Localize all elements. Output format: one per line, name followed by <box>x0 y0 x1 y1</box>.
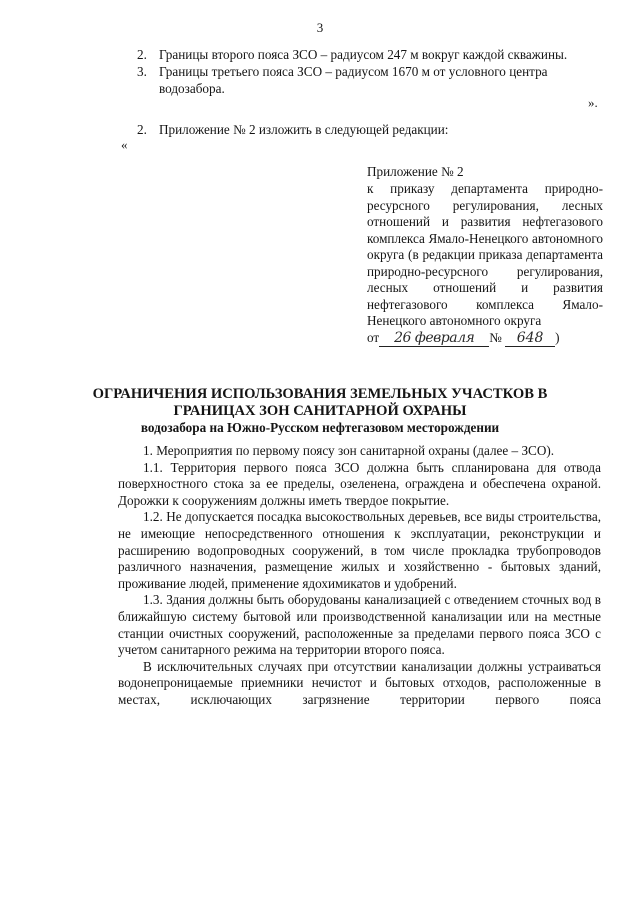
list-item-text: водозабора. <box>159 81 225 96</box>
appendix-reference: к приказу департамента природно-ресурсного регулирования, лесных отношений и развития нефтегазового комплекса Ямало-Ненецкого автономного округа (в редакции приказа департамента природно-ресурсного регулирования, лесных отношений и развития нефтегазового комплекса Ямало-Ненецкого автономного округа <box>367 181 603 328</box>
paragraph: 1.3. Здания должны быть оборудованы канализацией с отведением сточных вод в ближайшую систему бытовой или производственной канализации или на местные станции очистных сооружений, расположенные за пределами первого пояса ЗСО с учетом санитарного режима на территории второго пояса. <box>118 592 601 658</box>
amendment-line <box>137 121 448 138</box>
appendix-signature-line <box>367 330 559 347</box>
from-label: от <box>367 330 380 345</box>
document-title-line-2: ГРАНИЦАХ ЗОН САНИТАРНОЙ ОХРАНЫ <box>173 403 467 419</box>
paragraph: 1.2. Не допускается посадка высокоствольных деревьев, все виды строительства, не имеющие непосредственного отношения к эксплуатации, реконструкции и расширению водопроводных сооружений, в том числе прокладка трубопроводов различного назначения, размещение жилых и хозяйственно - бытовых зданий, проживание людей, применение ядохимикатов и удобрений. <box>118 509 601 591</box>
list-item-continuation <box>159 80 225 97</box>
opening-quote: « <box>121 137 128 152</box>
paragraph: В исключительных случаях при отсутствии канализации должны устраиваться водонепроницаемые приемники нечистот и бытовых отходов, расположенные в местах, исключающих загрязнение территории первого пояса <box>118 658 601 707</box>
number-label: № <box>489 330 502 345</box>
document-title-line-1: ОГРАНИЧЕНИЯ ИСПОЛЬЗОВАНИЯ ЗЕМЕЛЬНЫХ УЧАСТКОВ В <box>92 386 548 402</box>
list-item <box>137 46 567 63</box>
closing-paren: ) <box>555 330 560 345</box>
amendment-text: Приложение № 2 изложить в следующей редакции: <box>159 122 449 137</box>
paragraph: 1.1. Территория первого пояса ЗСО должна быть спланирована для отвода поверхностного стока за ее пределы, озеленена, ограждена и обеспечена охраной. Дорожки к сооружениям должны иметь твердое покрытие. <box>118 459 601 508</box>
list-item-number: 3. <box>137 64 147 79</box>
document-subtitle: водозабора на Южно-Русском нефтегазовом месторождении <box>140 420 500 435</box>
list-item-text: Границы второго пояса ЗСО – радиусом 247 м вокруг каждой скважины. <box>159 47 568 62</box>
amendment-number: 2. <box>137 122 147 137</box>
handwritten-number: 648 <box>505 331 555 347</box>
list-item-number: 2. <box>137 47 147 62</box>
page-number: 3 <box>316 20 324 35</box>
handwritten-date: 26 февраля <box>379 331 489 347</box>
closing-quote: ». <box>588 95 598 110</box>
document-body <box>118 443 601 709</box>
appendix-heading: Приложение № 2 <box>367 164 464 179</box>
list-item-text: Границы третьего пояса ЗСО – радиусом 1670 м от условного центра <box>159 64 548 79</box>
paragraph: 1. Мероприятия по первому поясу зон санитарной охраны (далее – ЗСО). <box>143 443 555 458</box>
list-item <box>137 63 548 80</box>
